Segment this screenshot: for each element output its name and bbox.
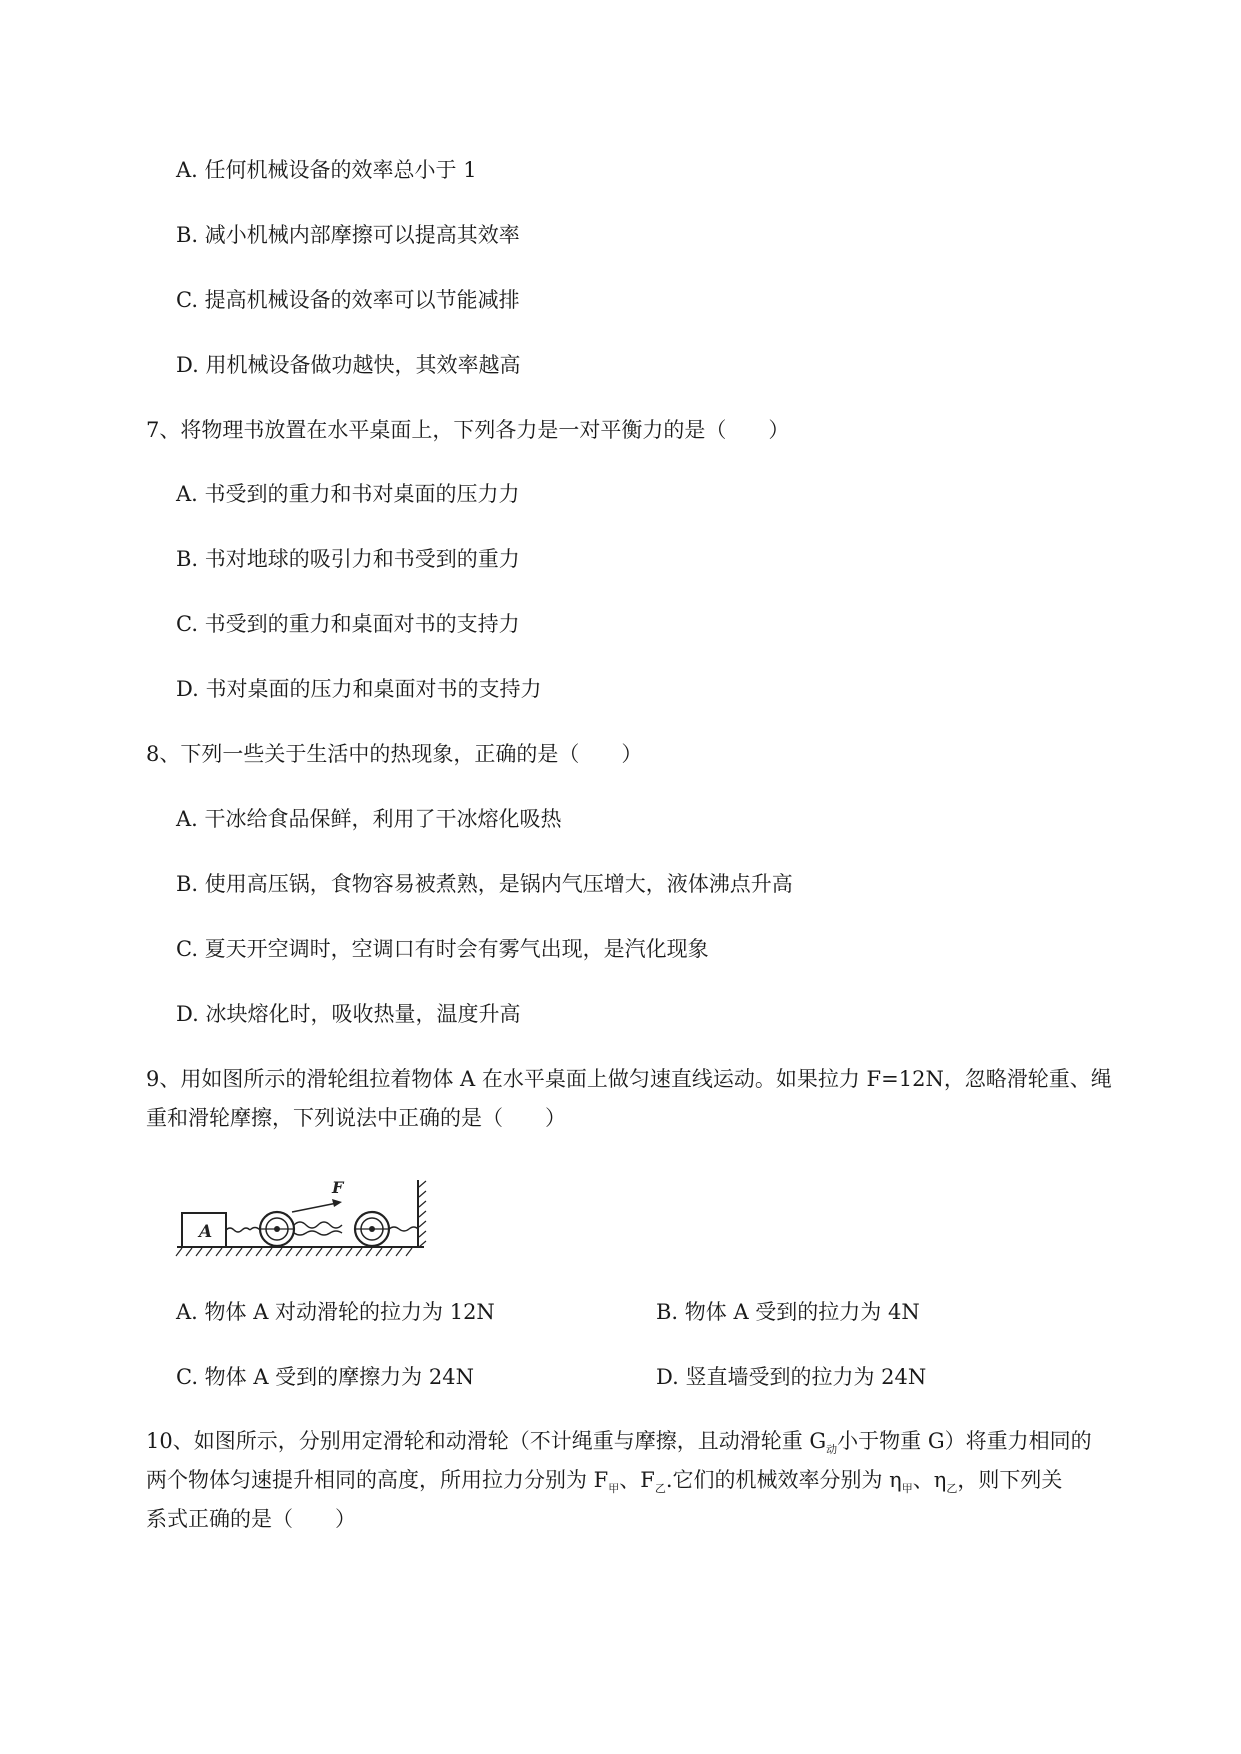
q8-stem: 8、下列一些关于生活中的热现象，正确的是（ ） <box>146 742 643 766</box>
q10-stem-line2 <box>146 1466 1062 1498</box>
q10-stem-line3: 系式正确的是（ ） <box>146 1507 356 1531</box>
q10-stem-line1 <box>146 1427 1092 1459</box>
q9-stem-line2: 重和滑轮摩擦，下列说法中正确的是（ ） <box>146 1106 566 1130</box>
q9-option-a: A. 物体 A 对动滑轮的拉力为 12N <box>176 1300 495 1324</box>
q8-option-d: D. 冰块熔化时，吸收热量，温度升高 <box>176 1002 521 1026</box>
q9-stem-line1: 9、用如图所示的滑轮组拉着物体 A 在水平桌面上做匀速直线运动。如果拉力 F=12N，忽略滑轮重、绳 <box>146 1067 1112 1091</box>
q10-line2-text-b: 、F <box>619 1468 655 1492</box>
movable-pulley <box>260 1212 294 1246</box>
q6-option-c: C. 提高机械设备的效率可以节能减排 <box>176 288 520 312</box>
q10-line2-sub4: 乙 <box>946 1482 958 1495</box>
q9-option-d: D. 竖直墙受到的拉力为 24N <box>656 1365 927 1389</box>
q10-line2-sub1: 甲 <box>608 1482 620 1495</box>
q7-option-c: C. 书受到的重力和桌面对书的支持力 <box>176 612 520 636</box>
fixed-pulley <box>355 1212 389 1246</box>
q7-option-a: A. 书受到的重力和书对桌面的压力力 <box>176 482 520 506</box>
pulley-system-figure <box>172 1175 432 1265</box>
q7-option-d: D. 书对桌面的压力和桌面对书的支持力 <box>176 677 542 701</box>
q10-line2-sub2: 乙 <box>654 1482 666 1495</box>
q9-option-b: B. 物体 A 受到的拉力为 4N <box>656 1300 920 1324</box>
q10-line1-text-b: 小于物重 G）将重力相同的 <box>837 1429 1092 1453</box>
q10-line1-sub: 动 <box>826 1443 838 1456</box>
q10-line1-text-a: 10、如图所示，分别用定滑轮和动滑轮（不计绳重与摩擦，且动滑轮重 G <box>146 1429 827 1453</box>
force-label: F <box>332 1178 344 1197</box>
q8-option-b: B. 使用高压锅，食物容易被煮熟，是锅内气压增大，液体沸点升高 <box>176 872 793 896</box>
q10-line2-text-e: ，则下列关 <box>957 1468 1063 1492</box>
q6-option-d: D. 用机械设备做功越快，其效率越高 <box>176 353 521 377</box>
q8-option-a: A. 干冰给食品保鲜，利用了干冰熔化吸热 <box>176 807 562 831</box>
q6-option-a: A. 任何机械设备的效率总小于 1 <box>176 158 477 182</box>
q10-line2-sub3: 甲 <box>901 1482 913 1495</box>
block-a-label: A <box>199 1222 213 1242</box>
q7-option-b: B. 书对地球的吸引力和书受到的重力 <box>176 547 520 571</box>
q10-line2-text-c: .它们的机械效率分别为 η <box>665 1468 902 1492</box>
q6-option-b: B. 减小机械内部摩擦可以提高其效率 <box>176 223 520 247</box>
q7-stem: 7、将物理书放置在水平桌面上，下列各力是一对平衡力的是（ ） <box>146 418 790 442</box>
q8-option-c: C. 夏天开空调时，空调口有时会有雾气出现，是汽化现象 <box>176 937 709 961</box>
q9-option-c: C. 物体 A 受到的摩擦力为 24N <box>176 1365 474 1389</box>
q10-line2-text-a: 两个物体匀速提升相同的高度，所用拉力分别为 F <box>146 1468 609 1492</box>
force-arrow-head <box>332 1199 342 1207</box>
q10-line2-text-d: 、η <box>912 1468 947 1492</box>
